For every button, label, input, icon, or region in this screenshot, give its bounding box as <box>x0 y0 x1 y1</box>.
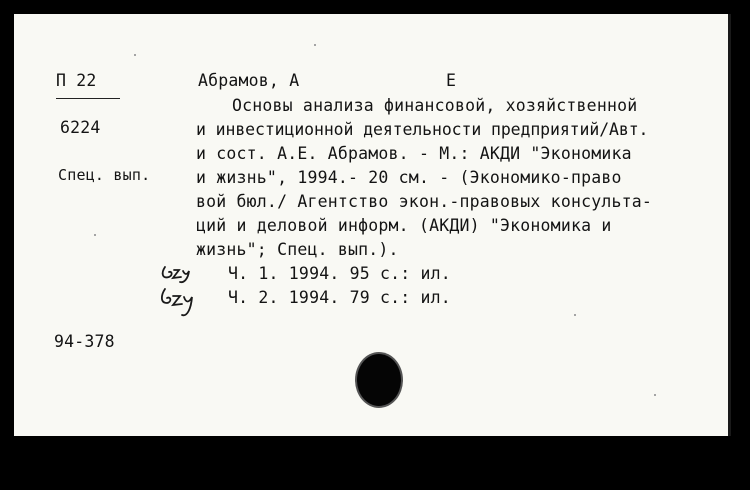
body-line-1: Основы анализа финансовой, хозяйственной <box>232 96 638 115</box>
special-issue-note: Спец. вып. <box>58 166 151 184</box>
author-heading-letter: Е <box>446 71 457 90</box>
speck <box>94 234 96 236</box>
speck <box>134 54 136 56</box>
handwritten-mark-1 <box>160 261 200 285</box>
body-line-6: ций и деловой информ. (АКДИ) "Экономика и <box>196 216 612 235</box>
accession-number: 94-378 <box>54 332 115 351</box>
punch-hole <box>357 354 401 406</box>
catalog-card <box>14 14 731 436</box>
speck <box>654 394 656 396</box>
inventory-number: 6224 <box>60 118 101 137</box>
shelf-mark: П 22 <box>56 71 97 90</box>
body-line-4: и жизнь", 1994.- 20 см. - (Экономико-право <box>196 168 622 187</box>
body-line-2: и инвестиционной деятельности предприятий/Авт. <box>196 120 649 139</box>
body-line-7: жизнь"; Спец. вып.). <box>196 240 399 259</box>
part-2: Ч. 2. 1994. 79 с.: ил. <box>228 288 451 307</box>
author-heading: Абрамов, А <box>198 71 300 90</box>
shelf-mark-underline <box>56 98 120 99</box>
body-line-5: вой бюл./ Агентство экон.-правовых консульта- <box>196 192 653 211</box>
speck <box>574 314 576 316</box>
part-1: Ч. 1. 1994. 95 с.: ил. <box>228 264 451 283</box>
body-line-3: и сост. А.Е. Абрамов. - М.: АКДИ "Экономика <box>196 144 632 163</box>
handwritten-mark-2 <box>158 285 206 321</box>
speck <box>314 44 316 46</box>
